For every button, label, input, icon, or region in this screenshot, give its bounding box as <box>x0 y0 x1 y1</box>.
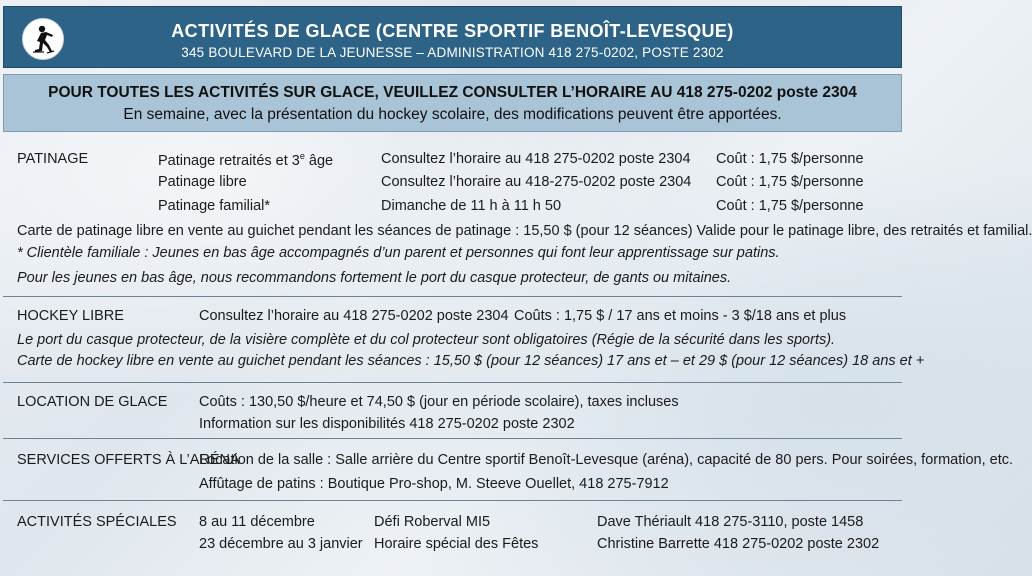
helmet-note: Pour les jeunes en bas âge, nous recommandons fortement le port du casque protecteur, de gants ou mitaines. <box>17 270 732 286</box>
notice-text: En semaine, avec la présentation du hockey scolaire, des modifications peuvent être apportées. <box>123 106 782 123</box>
activity-name: Patinage libre <box>158 174 247 190</box>
services-sharpening: Affûtage de patins : Boutique Pro-shop, M. Steeve Ouellet, 418 275-7912 <box>199 476 669 492</box>
card-note: Carte de patinage libre en vente au guichet pendant les séances de patinage : 15,50 $ (pour 12 séances) Valide pour le patinage libre, des retraités et familial. <box>17 223 1032 239</box>
activity-info: Consultez l’horaire au 418-275-0202 poste 2304 <box>381 174 692 190</box>
section-label: SERVICES OFFERTS À L’ARÉNA <box>17 452 240 468</box>
section-label: ACTIVITÉS SPÉCIALES <box>17 514 177 530</box>
section-label: HOCKEY LIBRE <box>17 308 124 324</box>
activity-info: Consultez l’horaire au 418 275-0202 poste 2304 <box>381 151 691 167</box>
activity-sheet <box>1 0 1032 576</box>
section-location <box>3 382 902 438</box>
notice-headline: POUR TOUTES LES ACTIVITÉS SUR GLACE, VEUILLEZ CONSULTER L’HORAIRE AU 418 275-0202 poste 2304 <box>48 84 857 101</box>
hockey-info: Consultez l’horaire au 418 275-0202 poste 2304 <box>199 308 509 324</box>
page-title: ACTIVITÉS DE GLACE (CENTRE SPORTIF BENOÎT-LEVESQUE) <box>171 21 734 41</box>
section-label: LOCATION DE GLACE <box>17 394 168 410</box>
section-hockey <box>3 296 925 382</box>
hockey-cost: Coûts : 1,75 $ / 17 ans et moins - 3 $/18 ans et plus <box>514 308 847 324</box>
activity-cost: Coût : 1,75 $/personne <box>716 174 864 190</box>
header-banner <box>3 6 902 68</box>
hockey-card-note: Carte de hockey libre en vente au guichet pendant les séances : 15,50 $ (pour 12 séances) 17 ans et – et 29 $ (pour 12 séances) 18 ans et + <box>17 353 925 369</box>
services-room: Location de la salle : Salle arrière du Centre sportif Benoît-Levesque (aréna), capacité de 80 pers. Pour soirées, formation, etc. <box>199 452 1014 468</box>
event-name: Horaire spécial des Fêtes <box>374 536 539 552</box>
section-speciales <box>3 500 902 570</box>
activity-name: Patinage familial* <box>158 198 271 214</box>
section-label: PATINAGE <box>17 151 89 167</box>
hockey-note: Le port du casque protecteur, de la visière complète et du col protecteur sont obligatoires (Régie de la sécurité dans les sports). <box>17 332 836 348</box>
location-cost: Coûts : 130,50 $/heure et 74,50 $ (jour en période scolaire), taxes incluses <box>199 394 679 410</box>
activity-cost: Coût : 1,75 $/personne <box>716 198 864 214</box>
activity-name: Patinage retraités et 3e âge <box>158 151 334 169</box>
event-date: 8 au 11 décembre <box>199 514 315 530</box>
event-name: Défi Roberval MI5 <box>374 514 491 530</box>
section-services <box>3 438 1014 500</box>
page-subtitle: 345 BOULEVARD DE LA JEUNESSE – ADMINISTRATION 418 275-0202, POSTE 2302 <box>181 45 724 60</box>
event-contact: Dave Thériault 418 275-3110, poste 1458 <box>597 514 864 530</box>
location-info: Information sur les disponibilités 418 275-0202 poste 2302 <box>199 416 575 432</box>
family-note: * Clientèle familiale : Jeunes en bas âge accompagnés d’un parent et personnes qui font leur apprentissage sur patins. <box>17 245 780 261</box>
notice-banner <box>3 74 902 132</box>
section-patinage <box>3 132 1032 296</box>
event-contact: Christine Barrette 418 275-0202 poste 2302 <box>597 536 880 552</box>
activity-cost: Coût : 1,75 $/personne <box>716 151 864 167</box>
activity-info: Dimanche de 11 h à 11 h 50 <box>381 198 562 214</box>
event-date: 23 décembre au 3 janvier <box>199 536 363 552</box>
